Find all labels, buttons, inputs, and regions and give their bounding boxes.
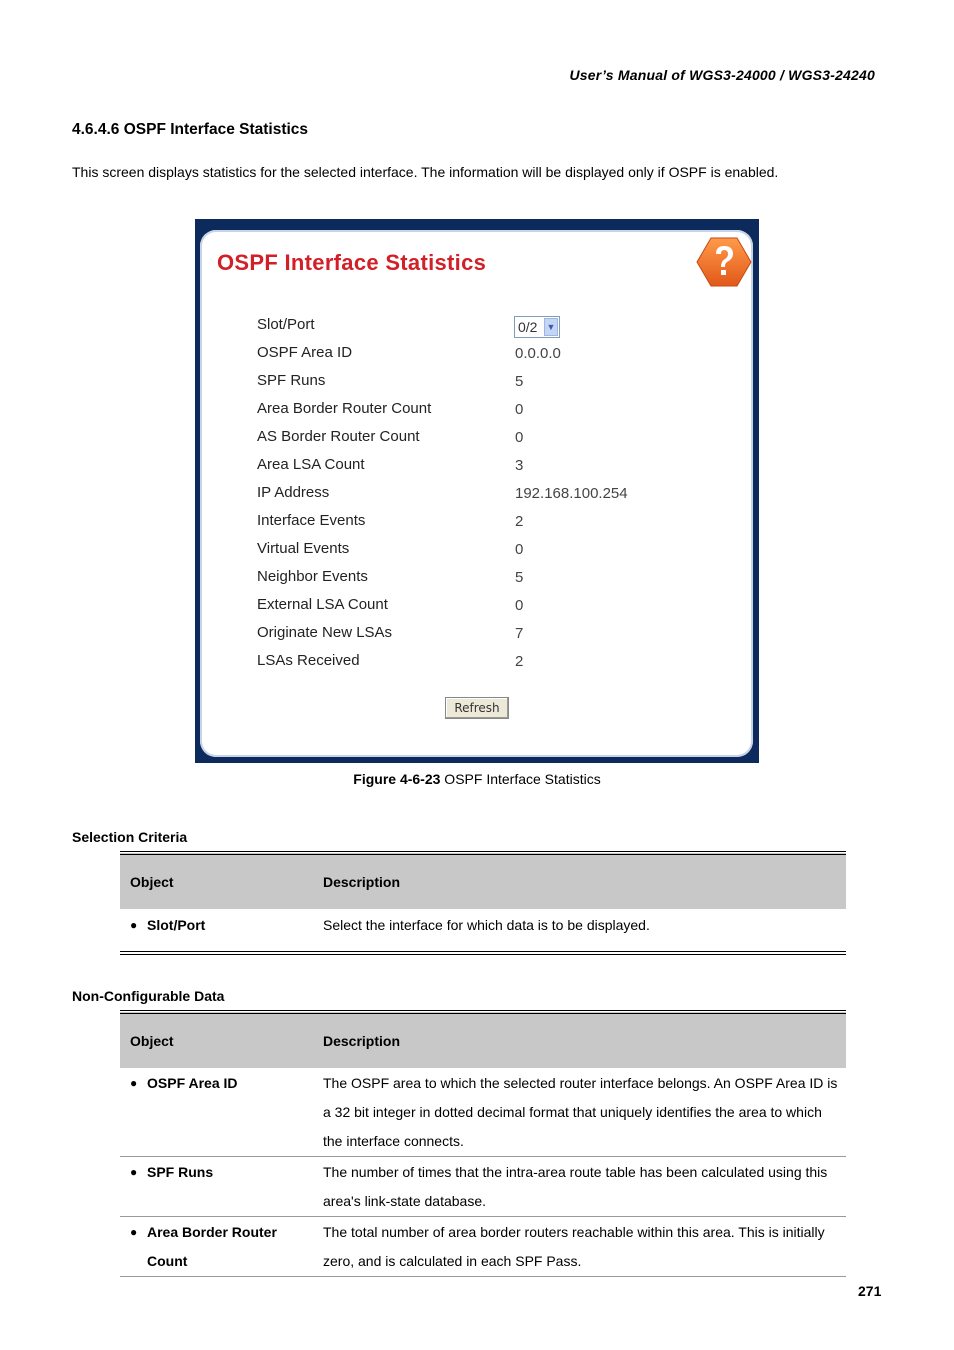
row-area-lsa-count <box>257 456 697 484</box>
screenshot-title: OSPF Interface Statistics <box>217 250 487 275</box>
originate-new-lsas-value: 7 <box>515 625 524 642</box>
ip-address-label: IP Address <box>257 484 330 501</box>
section-heading: 4.6.4.6 OSPF Interface Statistics <box>72 121 309 138</box>
table-row <box>120 1068 846 1157</box>
section-intro: This screen displays statistics for the selected interface. The information will be displayed only if OSPF is enabled. <box>72 164 779 180</box>
selection-criteria-table <box>120 851 846 955</box>
interface-events-value: 2 <box>515 513 524 530</box>
table-row <box>120 1157 846 1217</box>
row-neighbor-events <box>257 568 697 596</box>
row-area-border-router-count <box>257 400 697 428</box>
column-header-description: Description <box>323 1012 846 1068</box>
manual-header: User’s Manual of WGS3-24000 / WGS3-24240 <box>569 67 875 83</box>
row-originate-new-lsas <box>257 624 697 652</box>
figure-caption <box>0 771 954 787</box>
row-lsas-received <box>257 652 697 680</box>
row-spf-runs <box>257 372 697 400</box>
bullet-icon: ● <box>130 1225 138 1239</box>
bullet-icon: ● <box>130 1165 138 1179</box>
slot-port-label: Slot/Port <box>257 316 315 333</box>
column-header-description: Description <box>323 853 846 909</box>
table-header-row <box>120 1012 846 1068</box>
chevron-down-icon[interactable]: ▼ <box>544 318 558 336</box>
row-external-lsa-count <box>257 596 697 624</box>
virtual-events-value: 0 <box>515 541 524 558</box>
virtual-events-label: Virtual Events <box>257 540 350 557</box>
non-configurable-heading: Non-Configurable Data <box>72 988 225 1004</box>
non-configurable-table <box>120 1010 846 1277</box>
object-name: Area Border Router Count <box>147 1224 277 1269</box>
object-name: Slot/Port <box>147 917 206 933</box>
table-row <box>120 909 846 953</box>
ospf-interface-statistics-screenshot <box>195 219 759 763</box>
object-description: The number of times that the intra-area route table has been calculated using this area's link-state database. <box>323 1157 846 1217</box>
lsas-received-value: 2 <box>515 653 524 670</box>
table-row <box>120 1217 846 1277</box>
area-lsa-count-value: 3 <box>515 457 524 474</box>
selection-criteria-heading: Selection Criteria <box>72 829 188 845</box>
area-border-router-count-value: 0 <box>515 401 524 418</box>
row-virtual-events <box>257 540 697 568</box>
column-header-object: Object <box>120 1012 323 1068</box>
object-name: SPF Runs <box>147 1164 214 1180</box>
row-as-border-router-count <box>257 428 697 456</box>
page-number: 271 <box>858 1283 882 1299</box>
neighbor-events-value: 5 <box>515 569 524 586</box>
help-question-icon[interactable] <box>694 234 754 290</box>
object-description: The total number of area border routers reachable within this area. This is initially zero, and is calculated in each SPF Pass. <box>323 1217 846 1277</box>
bullet-icon: ● <box>130 1076 138 1090</box>
table-header-row <box>120 853 846 909</box>
ospf-area-id-label: OSPF Area ID <box>257 344 353 361</box>
refresh-button[interactable]: Refresh <box>445 697 509 719</box>
object-name: OSPF Area ID <box>147 1075 238 1091</box>
lsas-received-label: LSAs Received <box>257 652 360 669</box>
external-lsa-count-value: 0 <box>515 597 524 614</box>
neighbor-events-label: Neighbor Events <box>257 568 368 585</box>
spf-runs-label: SPF Runs <box>257 372 326 389</box>
external-lsa-count-label: External LSA Count <box>257 596 388 613</box>
ospf-area-id-value: 0.0.0.0 <box>515 345 561 362</box>
area-border-router-count-label: Area Border Router Count <box>257 400 432 417</box>
ip-address-value: 192.168.100.254 <box>515 485 628 502</box>
row-slot-port <box>257 316 697 344</box>
figure-number: Figure 4-6-23 <box>353 771 441 787</box>
screenshot-content-area <box>200 230 753 757</box>
row-ospf-area-id <box>257 344 697 372</box>
figure-caption-text: OSPF Interface Statistics <box>440 771 601 787</box>
slot-port-selected-value: 0/2 <box>518 319 538 335</box>
as-border-router-count-label: AS Border Router Count <box>257 428 420 445</box>
interface-events-label: Interface Events <box>257 512 366 529</box>
spf-runs-value: 5 <box>515 373 524 390</box>
area-lsa-count-label: Area LSA Count <box>257 456 365 473</box>
row-interface-events <box>257 512 697 540</box>
slot-port-select[interactable] <box>514 316 560 338</box>
row-ip-address <box>257 484 697 512</box>
column-header-object: Object <box>120 853 323 909</box>
bullet-icon: ● <box>130 918 138 932</box>
originate-new-lsas-label: Originate New LSAs <box>257 624 393 641</box>
as-border-router-count-value: 0 <box>515 429 524 446</box>
object-description: The OSPF area to which the selected router interface belongs. An OSPF Area ID is a 32 bit integer in dotted decimal format that uniquely identifies the area to which the interface connects. <box>323 1068 846 1157</box>
object-description: Select the interface for which data is to be displayed. <box>323 909 846 953</box>
